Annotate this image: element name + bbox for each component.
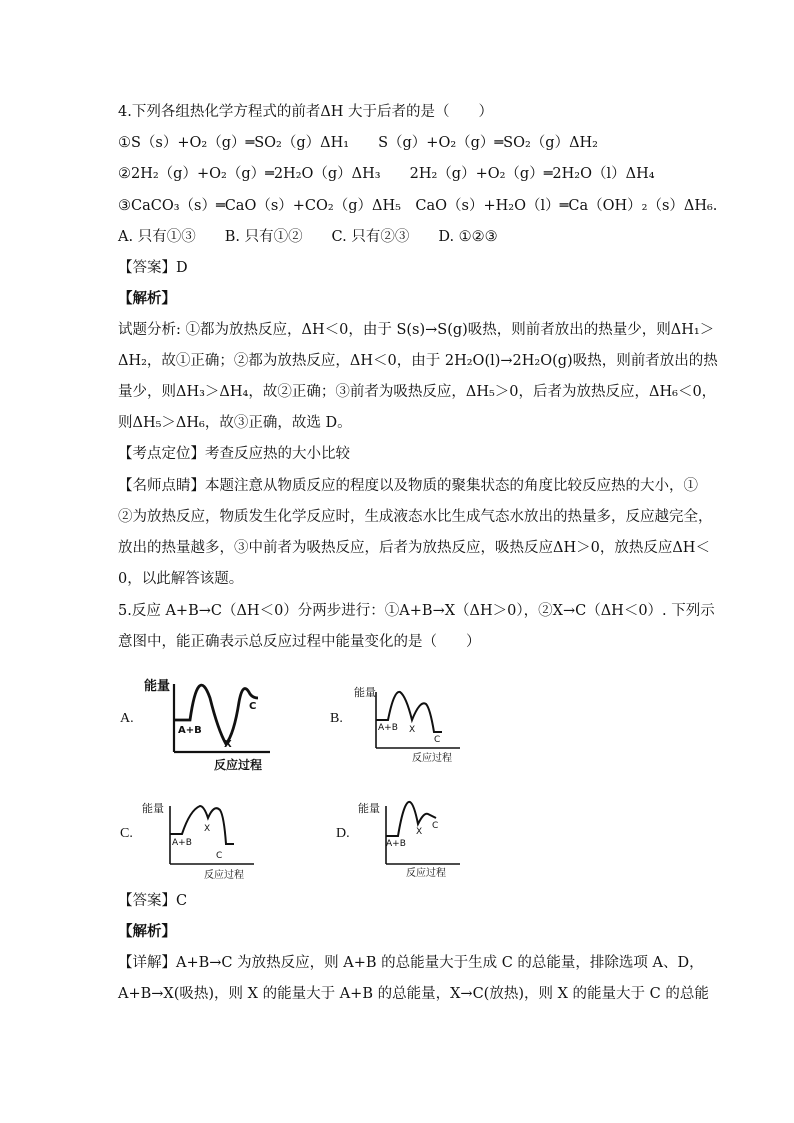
- diagram-d-curve: [386, 802, 439, 836]
- diagram-c-end-label: C: [216, 851, 223, 861]
- energy-diagram-a: [140, 672, 280, 777]
- diagram-c-start-label: A+B: [172, 838, 192, 848]
- q4-analysis-heading: 【解析】: [118, 290, 176, 307]
- diagram-a-xlabel: 反应过程: [214, 758, 263, 772]
- diagram-d-end-label: C: [432, 821, 439, 831]
- q4-analysis-line-3: 量少，则ΔH₃＞ΔH₄，故②正确；③前者为吸热反应，ΔH₅＞0，后者为放热反应，ΔH₆＜0，: [118, 384, 717, 400]
- q4-analysis-line-1: 试题分析: ①都为放热反应，ΔH＜0，由于 S(s)→S(g)吸热，则前者放出的热量少，则ΔH₁＞: [118, 322, 715, 338]
- q4-kaodian: 【考点定位】考查反应热的大小比较: [118, 446, 350, 462]
- q5-analysis-heading: 【解析】: [118, 923, 176, 940]
- diagram-a-mid-label: X: [224, 739, 232, 750]
- q4-mingshi-line-1: 【名师点睛】本题注意从物质反应的程度以及物质的聚集状态的角度比较反应热的大小，①: [118, 478, 698, 494]
- diagram-d-start-label: A+B: [386, 839, 406, 849]
- q4-analysis-line-4: 则ΔH₅＞ΔH₆，故③正确，故选 D。: [118, 415, 352, 431]
- q4-mingshi-line-3: 放出的热量越多，③中前者为吸热反应，后者为放热反应，吸热反应ΔH＞0，放热反应ΔH＜: [118, 540, 710, 556]
- q5-answer: 【答案】C: [118, 893, 188, 909]
- q4-analysis-line-2: ΔH₂，故①正确；②都为放热反应，ΔH＜0，由于 2H₂O(l)→2H₂O(g)吸热，则前者放出的热: [118, 353, 718, 369]
- q4-answer: 【答案】D: [118, 260, 188, 276]
- q4-options: A. 只有①③ B. 只有①② C. 只有②③ D. ①②③: [118, 229, 498, 245]
- diagram-c-ylabel: 能量: [142, 802, 164, 815]
- q4-mingshi-line-2: ②为放热反应，物质发生化学反应时，生成液态水比生成气态水放出的热量多，反应越完全，: [118, 509, 713, 525]
- q5-stem-line-2: 意图中，能正确表示总反应过程中能量变化的是（ ）: [118, 634, 481, 650]
- diagram-a-start-label: A+B: [178, 725, 202, 736]
- diagram-b-start-label: A+B: [378, 723, 398, 733]
- energy-diagram-c: [142, 796, 262, 888]
- q5-detail-line-2: A+B→X(吸热)，则 X 的能量大于 A+B 的总能量，X→C(放热)，则 X 的能量大于 C 的总能: [118, 986, 709, 1002]
- diagram-a-ylabel: 能量: [144, 679, 171, 694]
- q4-equation-1: ①S（s）+O₂（g）═SO₂（g）ΔH₁ S（g）+O₂（g）═SO₂（g）ΔH₂: [118, 135, 598, 151]
- q5-option-b-label: B.: [330, 711, 343, 726]
- q4-equation-2: ②2H₂（g）+O₂（g）═2H₂O（g）ΔH₃ 2H₂（g）+O₂（g）═2H₂O（l）ΔH₄: [118, 166, 655, 182]
- diagram-b-ylabel: 能量: [354, 686, 376, 699]
- q5-option-a-label: A.: [120, 711, 134, 726]
- q4-stem: 4.下列各组热化学方程式的前者ΔH 大于后者的是（ ）: [118, 104, 494, 120]
- diagram-b-end-label: C: [434, 735, 441, 745]
- diagram-b-mid-label: X: [409, 725, 416, 735]
- q5-option-c-label: C.: [120, 826, 133, 841]
- energy-diagram-b: [350, 682, 470, 772]
- q4-equation-3: ③CaCO₃（s）═CaO（s）+CO₂（g）ΔH₅ CaO（s）+H₂O（l）═Ca（OH）₂（s）ΔH₆.: [118, 198, 718, 214]
- q4-mingshi-line-4: 0，以此解答该题。: [118, 571, 244, 587]
- diagram-a-end-label: C: [249, 701, 257, 712]
- q5-detail-line-1: 【详解】A+B→C 为放热反应，则 A+B 的总能量大于生成 C 的总能量，排除选项 A、D，: [118, 955, 704, 971]
- diagram-c-xlabel: 反应过程: [204, 870, 244, 881]
- diagram-d-xlabel: 反应过程: [406, 868, 446, 879]
- diagram-d-mid-label: X: [416, 827, 423, 837]
- q5-stem-line-1: 5.反应 A+B→C（ΔH＜0）分两步进行：①A+B→X（ΔH＞0），②X→C（ΔH＜0）. 下列示: [118, 603, 715, 619]
- diagram-b-xlabel: 反应过程: [412, 753, 452, 764]
- diagram-d-ylabel: 能量: [358, 802, 380, 815]
- q5-option-d-label: D.: [336, 826, 350, 841]
- energy-diagram-d: [356, 796, 466, 888]
- diagram-c-mid-label: X: [204, 824, 211, 834]
